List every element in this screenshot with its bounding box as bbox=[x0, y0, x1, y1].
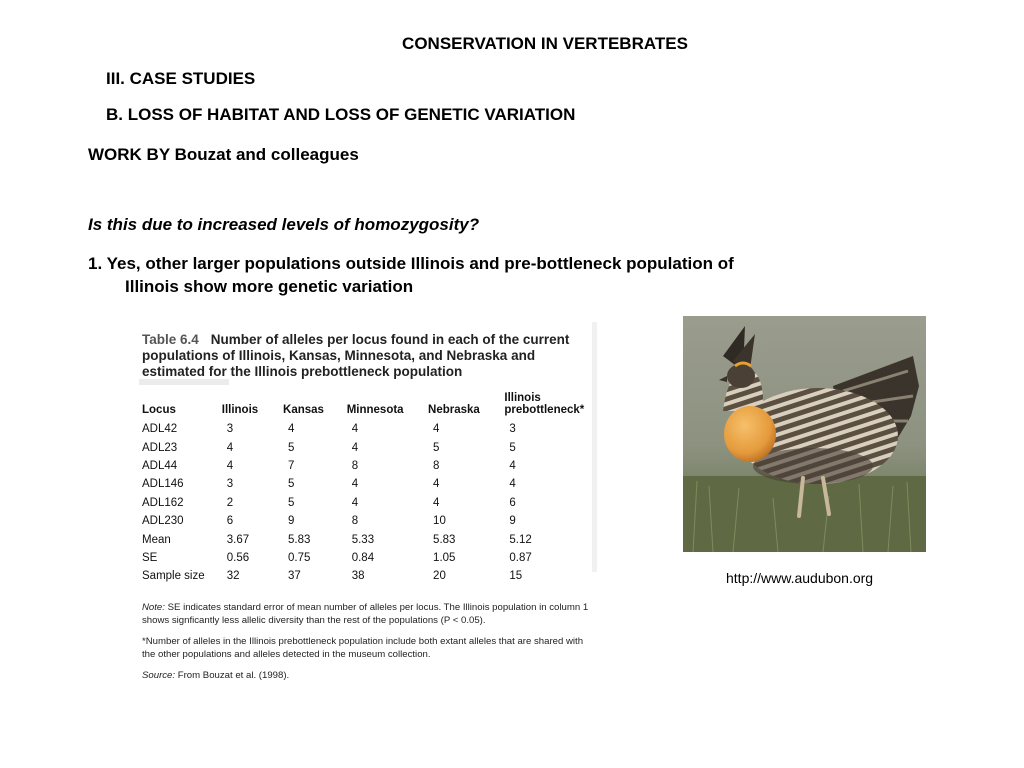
slide-title: CONSERVATION IN VERTEBRATES bbox=[402, 34, 688, 53]
table-row bbox=[142, 457, 597, 475]
table-note bbox=[142, 602, 592, 627]
alleles-table bbox=[142, 392, 597, 586]
table-cell: 1.05 bbox=[433, 551, 456, 564]
bird-head bbox=[727, 364, 755, 388]
table-cell: 0.84 bbox=[351, 551, 375, 564]
table-cell: 0.75 bbox=[288, 551, 311, 564]
table-cell: 5 bbox=[509, 441, 516, 454]
source-text: From Bouzat et al. (1998). bbox=[175, 670, 290, 681]
table-cell: 3 bbox=[226, 478, 234, 491]
col-header-illinois: Illinois bbox=[221, 404, 259, 416]
table-cell: 4 bbox=[509, 459, 516, 472]
point-1-line-1: 1. Yes, other larger populations outside Illinois and pre-bottleneck population of bbox=[88, 254, 734, 273]
orange-air-sac bbox=[724, 406, 776, 462]
table-cell: 4 bbox=[351, 478, 359, 491]
col-header-minnesota: Minnesota bbox=[346, 404, 404, 416]
table-source bbox=[142, 670, 592, 683]
table-cell: 6 bbox=[226, 515, 234, 528]
col-header-kansas: Kansas bbox=[283, 404, 324, 416]
table-cell: 5.33 bbox=[351, 533, 375, 546]
table-cell: 3.67 bbox=[226, 533, 250, 546]
table-notes bbox=[142, 602, 592, 692]
point-1 bbox=[88, 252, 868, 298]
alleles-table-scan bbox=[131, 322, 597, 698]
table-cell: 5 bbox=[433, 441, 440, 454]
table-cell: 8 bbox=[433, 459, 440, 472]
table-cell: 4 bbox=[226, 459, 234, 472]
table-cell: 7 bbox=[288, 459, 295, 472]
row-label: ADL230 bbox=[142, 515, 184, 528]
table-cell: 10 bbox=[433, 515, 446, 528]
row-label: SE bbox=[142, 551, 158, 564]
table-cell: 4 bbox=[433, 496, 440, 509]
note-text: SE indicates standard error of mean number of alleles per locus. The Illinois population in column 1 shows signficantly less allelic diversity than the rest of the populations (P < 0.05). bbox=[142, 602, 589, 626]
table-cell: 37 bbox=[288, 570, 301, 583]
table-cell: 8 bbox=[351, 459, 359, 472]
row-label: ADL146 bbox=[142, 478, 184, 491]
col-header-nebraska: Nebraska bbox=[428, 404, 480, 416]
question-line: Is this due to increased levels of homozygosity? bbox=[88, 215, 480, 234]
table-cell: 32 bbox=[226, 570, 240, 583]
bird-belly-shade bbox=[753, 448, 873, 484]
table-row bbox=[142, 420, 597, 438]
prairie-chicken-photo bbox=[683, 316, 926, 552]
table-cell: 0.87 bbox=[509, 551, 532, 564]
grass-ground bbox=[683, 476, 926, 552]
table-cell: 20 bbox=[433, 570, 446, 583]
row-label: ADL44 bbox=[142, 459, 178, 472]
point-1-line-2: Illinois show more genetic variation bbox=[125, 277, 414, 296]
table-row bbox=[142, 438, 597, 456]
section-heading: III. CASE STUDIES bbox=[106, 69, 256, 88]
work-by-line: WORK BY Bouzat and colleagues bbox=[88, 145, 359, 164]
table-header-row bbox=[142, 392, 597, 420]
table-row bbox=[142, 530, 597, 548]
table-cell: 4 bbox=[351, 423, 359, 436]
row-label: Mean bbox=[142, 533, 171, 546]
table-cell: 9 bbox=[509, 515, 516, 528]
row-label: ADL23 bbox=[142, 441, 178, 454]
table-caption bbox=[142, 332, 592, 380]
source-label: Source: bbox=[142, 670, 176, 681]
table-row bbox=[142, 475, 597, 493]
table-cell: 3 bbox=[226, 423, 234, 436]
subsection-heading: B. LOSS OF HABITAT AND LOSS OF GENETIC VARIATION bbox=[106, 105, 576, 124]
table-cell: 0.56 bbox=[226, 551, 250, 564]
table-number: Table 6.4 bbox=[142, 332, 199, 347]
col-header-illinois-prebottleneck: Illinois prebottleneck* bbox=[504, 392, 585, 416]
table-cell: 4 bbox=[226, 441, 234, 454]
row-label: ADL162 bbox=[142, 496, 184, 509]
table-cell: 2 bbox=[226, 496, 234, 509]
table-cell: 4 bbox=[351, 496, 359, 509]
table-cell: 5 bbox=[288, 496, 295, 509]
table-cell: 4 bbox=[351, 441, 359, 454]
table-cell: 4 bbox=[433, 423, 440, 436]
table-cell: 9 bbox=[288, 515, 295, 528]
prairie-chicken-illustration bbox=[683, 316, 926, 552]
table-cell: 5 bbox=[288, 441, 295, 454]
table-cell: 15 bbox=[509, 570, 523, 583]
table-footnote: *Number of alleles in the Illinois prebottleneck population include both extant alleles that are shared with the other populations and alleles detected in the museum collection. bbox=[142, 636, 584, 660]
row-label: ADL42 bbox=[142, 423, 178, 436]
table-cell: 6 bbox=[509, 496, 516, 509]
table-cell: 5.83 bbox=[288, 533, 311, 546]
note-label: Note: bbox=[142, 602, 165, 613]
table-caption-text: Number of alleles per locus found in each of the current populations of Illinois, Kansas, Minnesota, and Nebraska and estimated for the Illinois prebottleneck population bbox=[142, 332, 570, 379]
table-cell: 4 bbox=[509, 478, 516, 491]
table-row bbox=[142, 567, 597, 585]
table-row bbox=[142, 549, 597, 567]
table-cell: 5.12 bbox=[509, 533, 532, 546]
table-cell: 5 bbox=[288, 478, 295, 491]
table-cell: 5.83 bbox=[433, 533, 456, 546]
table-cell: 38 bbox=[351, 570, 365, 583]
table-cell: 4 bbox=[433, 478, 440, 491]
col-header-locus: Locus bbox=[142, 404, 176, 416]
photo-credit-url: http://www.audubon.org bbox=[726, 570, 874, 586]
row-label: Sample size bbox=[142, 570, 205, 583]
table-cell: 8 bbox=[351, 515, 359, 528]
table-row bbox=[142, 512, 597, 530]
table-row bbox=[142, 494, 597, 512]
table-cell: 4 bbox=[288, 423, 295, 436]
table-cell: 3 bbox=[509, 423, 516, 436]
